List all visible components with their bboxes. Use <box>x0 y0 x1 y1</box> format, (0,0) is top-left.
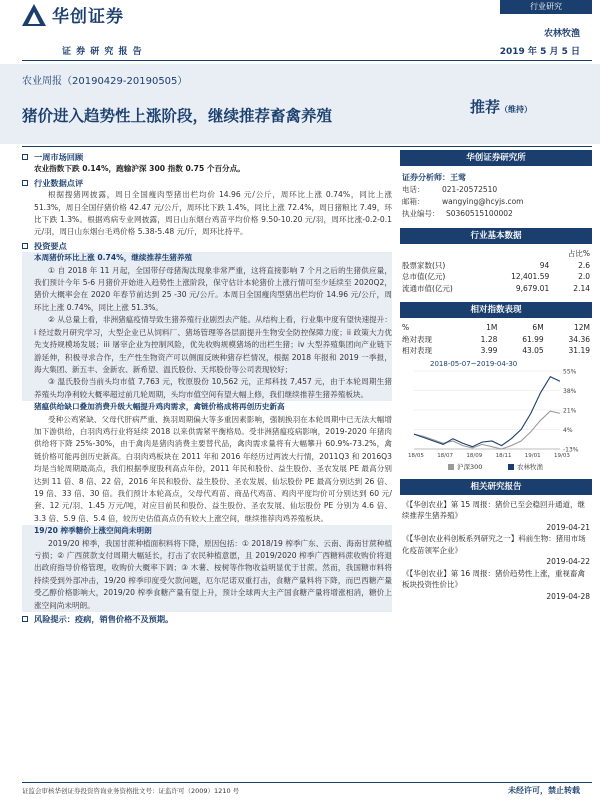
contact-key: 邮箱： <box>402 197 425 206</box>
row-label: 流通市值(亿元) <box>402 283 453 293</box>
cell-value: 34.36 <box>568 334 590 344</box>
cell-pct: 2.0 <box>578 272 590 282</box>
contact-key: 执业编号： <box>402 209 440 218</box>
cell-value: 43.05 <box>522 346 544 356</box>
row-label: 总市值(亿元) <box>402 272 446 282</box>
section-heading <box>22 177 392 189</box>
header-tab: 行业研究 <box>500 0 592 14</box>
report-type-label: 证 券 研 究 报 告 <box>62 47 143 57</box>
paragraph: ① 自 2018 年 11 月起，全国带仔母猪淘汰现象非常严重，这将直接影响 7 个月之后的生猪供应量，我们预计今年 5-6 月猪价开始进入趋势性上涨阶段，保守估计本轮猪价上涨行情可至少延续至 2020Q2，猪价大概率会在 2020 年春节前达到 25 -30 元/公斤。本周日全国瘦肉型猪出栏均价 14.96 元/公斤，周环比上涨 0.74%，同比上涨 51.3%。 <box>22 265 392 315</box>
rating-sub: （维持） <box>500 105 533 114</box>
series-line <box>414 411 560 449</box>
list-item[interactable] <box>400 568 592 603</box>
performance-heading: 相对指数表现 <box>400 302 592 318</box>
list-item[interactable] <box>400 499 592 534</box>
section-heading <box>22 240 392 252</box>
chart-title: 2018-05-07~2019-04-30 <box>430 359 518 368</box>
x-tick-label: 19/01 <box>524 452 541 459</box>
cell-value: 12,401.59 <box>511 272 550 282</box>
performance-table <box>400 322 592 357</box>
section-title: 一周市场回顾 <box>34 152 84 162</box>
cell-value: 61.99 <box>522 334 544 344</box>
subsection-title: 19/20 榨季糖价上涨空间尚未明朗 <box>22 525 392 537</box>
header-divider <box>22 60 592 61</box>
row-label: 股票家数(只) <box>402 260 446 270</box>
related-list <box>400 499 592 603</box>
contact-value: 021-20572510 <box>442 185 498 194</box>
column-header: % <box>402 323 410 333</box>
contact-value: S0360515100002 <box>446 209 513 218</box>
column-header: 12M <box>573 323 590 333</box>
square-bullet-icon <box>22 243 28 249</box>
x-tick-label: 18/07 <box>437 452 454 459</box>
related-date: 2019-04-28 <box>546 591 590 601</box>
table-row <box>400 283 592 295</box>
page-title: 猪价进入趋势性上涨阶段，继续推荐畜禽养殖 <box>22 107 333 125</box>
weekly-label: 农业周报（20190429-20190505） <box>22 76 188 87</box>
x-tick-label: 18/09 <box>466 452 483 459</box>
row-label: 绝对表现 <box>402 334 432 344</box>
table-header-row <box>400 322 592 334</box>
team-heading: 华创证券研究所 <box>400 150 592 166</box>
rating-value: 推荐 <box>470 98 501 116</box>
risk-text: 风险提示：疫病，销售价格不及预期。 <box>34 614 174 625</box>
legend-label: 农林牧渔 <box>517 462 543 471</box>
y-tick-label: 38% <box>563 387 577 395</box>
line-chart <box>400 357 592 477</box>
legend-swatch <box>508 464 514 470</box>
logo-icon <box>22 4 46 26</box>
page-header <box>0 0 600 60</box>
related-title[interactable]: 《【华创农业科创板系列研究之一】科前生物：猪用市场化疫苗领军企业》 <box>402 534 586 555</box>
table-row <box>400 345 592 357</box>
footer-disclaimer: 证监会审核华创证券投资咨询业务资格批文号：证监许可（2009）1210 号 <box>22 787 240 795</box>
row-label: 相对表现 <box>402 346 432 356</box>
related-title[interactable]: 《【华创农业】第 15 周报：猪价已至会稳回升通道，继续推荐生猪养殖》 <box>402 499 586 520</box>
cell-pct: 2.14 <box>573 283 590 293</box>
risk-note <box>22 613 392 625</box>
contact-phone <box>402 184 590 196</box>
square-bullet-icon <box>22 154 28 160</box>
sidebar <box>400 150 592 602</box>
cell-value: 3.99 <box>480 346 498 356</box>
basic-data-heading: 行业基本数据 <box>400 228 592 244</box>
cell-value: 1.28 <box>480 334 498 344</box>
list-item[interactable] <box>400 533 592 568</box>
contact-value[interactable]: wangying@hcyjs.com <box>442 197 524 206</box>
company-logo <box>22 2 124 27</box>
report-date: 2019 年 5 月 5 日 <box>499 47 580 57</box>
y-tick-label: -13% <box>563 446 579 453</box>
contact-email <box>402 196 590 208</box>
related-heading: 相关研究报告 <box>400 479 592 495</box>
main-content <box>22 150 392 625</box>
table-header-row <box>400 248 592 260</box>
footer-divider <box>22 782 592 783</box>
x-tick-label: 18/05 <box>408 452 424 459</box>
sector-label: 农林牧渔 <box>543 29 580 39</box>
related-date: 2019-04-22 <box>546 557 590 566</box>
paragraph: 受种公鸡紧缺、父母代肝病严重、换羽周期偏大等多重因素影响，强制换羽在本轮周期中已无法大幅增加下游供给，白羽肉鸡行业将延续 2018 以来供需紧平衡格局。受非洲猪瘟疫病影响，2019-2020 年猪肉供给将下降 25%-30%，由于禽肉是猪肉消费主要替代品，禽肉需求量将有大幅攀升 60.9%-73.2%，禽链价格可能再创历史新高。白羽肉鸡板块在 2011 年和 2016 年经历过两波大行情，2011Q3 和 2016Q3 均是当轮周期最高点，我们根据季度股利高点年份，2011 年民和股份、益生股份、圣农发展 PE 最高分别达到 11 倍、8 倍、22 倍，2016 年民和股份、益生股份、圣农发展、仙坛股份 PE 最高分别达到 26 倍、19 倍、33 倍、30 倍。我们预计本轮高点，父母代鸡苗、商品代鸡苗、鸡肉平度均价可分别达到 60 元/套、12 元/羽、1.45 万元/吨，对应目前民和股份、益生股份、圣农发展、仙坛股份 PE 分别为 4.6 倍、3.3 倍、5.9 倍、5.4 倍，较历史估值高点仍有较大上涨空间，继续推荐肉鸡养殖板块。 <box>34 414 392 523</box>
cell-value: 94 <box>539 260 550 270</box>
series-line <box>414 376 560 446</box>
square-bullet-icon <box>22 180 28 186</box>
paragraph: 根据搜猪网披露，周日全国瘦肉型猪出栏均价 14.96 元/公斤，周环比上涨 0.74%，同比上涨 51.3%，周日全国仔猪价格 42.47 元/公斤，周环比下跌 1.4%，同比上涨 72.4%，周日猪粮比 7.49，环比下跌 1.3%。根据鸡病专业网披露，周日山东烟台鸡苗平均价格 9.50-10.20 元/羽，周环比涨-0.2-0.1 元/羽，周日山东烟台毛鸡价格 5.38-5.48 元/斤，周环比持平。 <box>34 190 392 237</box>
related-title[interactable]: 《【华创农业】第 16 周报：猪价趋势性上涨，重视畜禽板块投资性价比》 <box>402 568 586 589</box>
contact-license <box>402 208 590 220</box>
section-heading <box>22 151 392 163</box>
legend-swatch <box>448 464 454 470</box>
cell-value: 31.19 <box>568 346 590 356</box>
cell-value: 9,679.01 <box>515 283 550 293</box>
square-bullet-icon <box>22 616 28 622</box>
subsection-title: 猪瘟供给缺口叠加消费升级大幅提升鸡肉需求，禽链价格成将再创历史新高 <box>34 402 285 412</box>
related-date: 2019-04-21 <box>546 522 590 532</box>
section-title: 行业数据点评 <box>34 177 84 188</box>
contact-key: 电话： <box>402 185 425 194</box>
title-divider <box>22 146 592 147</box>
footer-copyright: 未经许可，禁止转载 <box>508 786 580 795</box>
paragraph: ② 从总量上看，非洲猪瘟疫情导致生猪养殖行业剧烈去产能。从结构上看，行业集中度有望快速提升：i 经过数月研究学习，大型企业已从饲料厂、猪场管理等各层面提升生物安全防控保障力度；ii 政策大力优先支持规模场发展；iii 屠宰企业为控制风险，优先收购规模猪场的出栏生猪；iv 大型养殖集团向产业链下游延伸，积极寻求合作，生产性生物资产可以侧面反映种猪存栏情况，根据 2018 年报和 2019 一季报，海大集团、新五丰、金新农、新希望、温氏股份、天邦股份等公司表现较好； <box>22 314 392 376</box>
column-header: 6M <box>532 323 544 333</box>
rating <box>470 96 532 117</box>
logo-text: 华创证券 <box>52 7 124 27</box>
y-tick-label: 55% <box>563 368 577 375</box>
table-row <box>400 334 592 346</box>
x-tick-label: 19/03 <box>554 452 570 459</box>
basic-data-table <box>400 248 592 294</box>
cell-pct: 2.6 <box>578 260 590 270</box>
performance-chart <box>400 357 592 477</box>
paragraph: 2019/20 榨季，我国甘蔗种植面积料将下降，原因包括：① 2018/19 榨季广东、云南、海南甘蔗种植亏损；② 广西蔗款支付周期大幅延长，打击了农民种植意愿，且 2019/2020 榨季广西糖料蔗收购价将退出政府指导价格管理，收购价大概率下调；③ 木薯、桉树等作物收益明显优于甘蔗。然而，我国糖市料将持续受到外部冲击，19/20 榨季印度受欠款问题，厄尔尼诺双重打击，食糖产量料将下降，而巴西糖产量受乙醇价格影响大，2019/20 榨季食糖产量有望上升，预计全球两大主产国食糖产量将增涨相消，糖价上涨空间尚未明朗。 <box>22 538 392 612</box>
analyst-name: 证券分析师：王莺 <box>402 173 466 182</box>
y-tick-label: 4% <box>563 426 573 434</box>
legend-label: 沪深300 <box>457 462 483 471</box>
column-header: 1M <box>486 323 498 333</box>
y-tick-label: 21% <box>563 407 577 414</box>
analyst-card <box>400 166 592 220</box>
section-title: 投资要点 <box>34 240 67 251</box>
table-row <box>400 260 592 272</box>
column-header: 占比% <box>567 249 590 259</box>
market-summary: 农业指数下跌 0.14%，跑输沪深 300 指数 0.75 个百分点。 <box>34 164 245 174</box>
x-tick-label: 18/11 <box>495 452 512 459</box>
subsection-title: 本周猪价环比上涨 0.74%，继续推荐生猪养殖 <box>22 252 392 264</box>
table-row <box>400 271 592 283</box>
paragraph: ③ 温氏股份当前头均市值 7,763 元，牧原股份 10,562 元，正邦科技 7,457 元，由于本轮周期生猪养殖头均净利较大概率超过前几轮周期，头均市值空间有望大幅上修，我们继续推荐生猪养殖板块。 <box>22 376 392 401</box>
